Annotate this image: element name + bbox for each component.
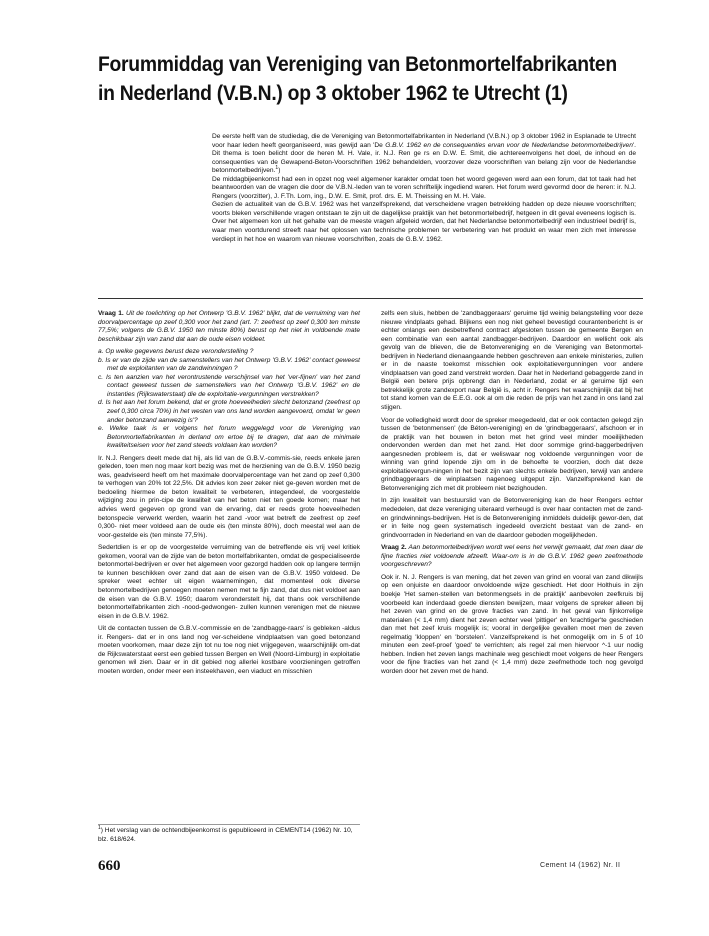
page-number: 660 [98, 858, 121, 874]
intro-paragraph-3: Gezien de actualiteit van de G.B.V. 1962 was het vanzelfsprekend, dat verscheidene vragen betrekking hadden op deze nieuwe voorschriften; voorts bleken verschillende vragen ontstaan te zijn uit de dagelijkse praktijk van het betonmortelbedrijf, hetgeen in dit geval eveneens logisch is. Over het algemeen kon uit het gehalte van de meeste vragen afgeleid worden, dat het Nederlandse betonmortelbedrijf een industrieel bedrijf is, waar men voortdurend streeft naar het oplossen van technische problemen ter verbetering van het produkt en waar men zich met interesse verdiept in het hoe en waarom van nieuwe voorschriften, zoals de G.B.V. 1962. [212, 201, 636, 243]
question-1-text: Uit de toelichting op het Ontwerp 'G.B.V. 1962' blijkt, dat de verruiming van het doorvalpercentage op zeef 0,300 voor het zand (art. 7: zeefrest op zeef 0,300 ten minste 77,5%; volgens de G.B.V. 1950 ten minste 80%) berust op het niet in voldoende mate beschikbaar zijn van zand dat aan de oude eisen voldeet. [98, 310, 360, 343]
intro-p1-italic: G.B.V. 1962 en de consequenties ervan voor de Nederlandse betonmortelbedrijven [385, 141, 633, 149]
answer-paragraph: Voor de volledigheid wordt door de spreker meegedeeld, dat er ook contacten gelegd zijn tussen de 'betonmensen' (de Béton-vereniging) en de 'grindbaggeraars', afschoon er in de praktijk van het bouwen in beton met het grind veel minder moeilijkheden ondervonden werden dan met het zand. Het door sommige grind-baggerbedrijven aangesneden probleem is, dat er weliswaar nog voldoende vergunningen voor de winning van grind lopende zijn om in de behoefte te voorzien, doch dat deze exploitatievergun-ningen in het bezit zijn van slechts enkele bedrijven, terwijl van andere grindbaggeraars de winplaatsen nagenoeg uitgeput zijn. Vanzelfsprekend kan de Betonvereniging zich met dit probleem niet bezighouden. [381, 416, 643, 492]
footnote-ref: 1 [275, 165, 279, 171]
section-divider [98, 298, 643, 299]
subquestion-b: b. Is er van de zijde van de samenstellers van het Ontwerp 'G.B.V. 1962' contact geweest met de exploitanten van de zandwinningen ? [98, 356, 360, 373]
subquestion-d: d. Is het aan het forum bekend, dat er grote hoeveelheden slecht betonzand (zeefrest op zeef 0,300 circa 70%) in het westen van ons land worden aangevoerd, omdat 'er geen ander betonzand aanwezig is'? [98, 399, 360, 424]
answer-paragraph: Sedertdien is er op de voorgestelde verruiming van de betreffende eis vrij veel kritiek gekomen, vooral van de zijde van de beton mortelfabrikanten, omdat de gespecialiseerde betonmortel-bedrijven er over het algemeen voor gezorgd hadden ook op langere termijn te kunnen beschikken over zand dat aan de eisen van de G.B.V. 1950 voldeed. De spreker weet echter uit eigen waarnemingen, dat momenteel ook diverse betonmortelbedrijven genoegen moeten nemen met te fijn zand, dat dus niet voldoet aan de eisen van de G.B.V. 1950; daarom veronderstelt hij, dat thans ook verschillende betonmortelfabrikanten zich -nood-gedwongen- zullen kunnen verenigen met de nieuwe eisen in de G.B.V. 1962. [98, 544, 360, 620]
answer-paragraph: Uit de contacten tussen de G.B.V.-commissie en de 'zandbagge-raars' is gebleken -aldus ir. Rengers- dat er in ons land nog ver-scheidene vindplaatsen van goed betonzand moeten voorkomen, maar deze zijn tot nu toe nog niet vrijgegeven, waarschijnlijk om-dat de Rijkswaterstaat eerst een gebied tussen Bergen en Well (Noord-Limburg) in exploitatie genomen wil zien. Daar er in dit gebied nog allerlei kostbare voorzieningen getroffen moeten worden, onder meer een insteekhaven, een viaduct en misschien [98, 625, 360, 675]
article-title [98, 50, 617, 108]
question-1-subquestions [98, 348, 360, 451]
right-column [381, 310, 643, 680]
question-1 [98, 310, 360, 344]
question-2-text: Aan betonmortelbedrijven wordt wel eens het verwijt gemaakt, dat men daar de fijne fracties niet voldoende afzeeft. Waar-om is in de G.B.V. 1962 geen zeefmethode voorgeschreven? [381, 544, 643, 569]
intro-paragraph-1 [212, 133, 636, 176]
question-1-label: Vraag 1. [98, 310, 124, 317]
subquestion-a: a. Op welke gegevens berust deze veronderstelling ? [98, 348, 254, 356]
title-line-2: in Nederland (V.B.N.) op 3 oktober 1962 te Utrecht (1) [98, 82, 568, 105]
question-2 [381, 544, 643, 570]
question-2-label: Vraag 2. [381, 544, 407, 552]
answer-paragraph: zelfs een sluis, hebben de 'zandbaggeraars' geruime tijd weinig belangstelling voor deze nieuwe vindplaats gehad. Blijkens een nog niet geheel bevestigd courantenbericht is er echter onlangs een desbetreffend contract afgesloten tussen de gemeente Bergen en een combinatie van een aantal zandbagger-bedrijven. Daardoor en wellicht ook als gevolg van de blieven, die de Betonvereniging en de Vereniging van Betonmortel-bedrijven in Nederland dienaangaande hebben geschreven aan enkele ministeries, zullen er in de naaste toekomst misschien ook exploitatievergunningen voor andere vindplaatsen van goed zand verstrekt worden. Daar het in Nederland gebaggerde zand in België een betere prijs opbrengt dan in Nederland, zodat er al geruime tijd een betrekkelijk grote zandexport naar België is, acht ir. Rengers het waarschijnlijk dat bij het tot stand komen van de E.E.G. ook al om die reden de prijs van het zand in ons land zal stijgen. [381, 310, 643, 412]
intro-p1-d: ) [278, 167, 281, 175]
title-line-1: Forummiddag van Vereniging van Betonmortelfabrikanten [98, 53, 617, 76]
subquestion-c: c. Is ten aanzien van het verontrustende verschijnsel van het 'ver-fijnen' van het zand contact geweest tussen de samenstellers van het Ontwerp 'G.B.V. 1962' en de instanties (Rijkswaterstaat) die de exploitatie-vergunningen verstrekken? [98, 373, 360, 398]
footnote [98, 824, 360, 844]
intro-p1-a: De eerste helft van de studiedag, die de Vereniging van Betonmortelfabrikanten in Nederland (V.B.N.) op 3 oktober 1962 in Esplanade te Utrecht voor haar leden heeft georganiseerd, was gewijd aan 'De [212, 133, 636, 149]
subquestion-e: e. Welke taak is er volgens het forum weggelegd voor de Vereniging van Betonmortelfabrikanten in derland om ertoe bij te dragen, dat aan de minimale kwaliteitseisen voor het zand steeds voldaan kan worden? [98, 425, 360, 450]
answer-paragraph: Ir. N.J. Rengers deelt mede dat hij, als lid van de G.B.V.-commis-sie, reeds enkele jaren geleden, toen men nog maar kort bezig was met de herziening van de G.B.V. 1950 bezig was, geadviseerd heeft om het maximale doorvalpercentage van het zand op zeef 0,300 te verhogen van 20% tot 22,5%. Dit advies kon zeer zeker niet ge-geven worden met de bedoeling hiermee de beton kwaliteit te verbeteren, integendeel, de voorgestelde wijziging zou in prin-cipe de kwaliteit van het beton niet ten goede komen; maar het advies werd gegeven op grond van de ervaring, dat er reeds grote hoeveelheden betonspecie verwerkt werden, waarin het zand -voor wat betreft de zeefrest op zeef 0,300- niet meer voldeed aan de oude eis (ten minste 80%), doch meestal wel aan de voor-gestelde eis (ten minste 77,5%). [98, 454, 360, 539]
answer-paragraph: Ook ir. N. J. Rengers is van mening, dat het zeven van grind en vooral van zand dikwijls op een onjuiste en daardoor onvoldoende wijze geschiedt. Het door Holthuis in zijn boekje 'Het samen-stellen van betonmengsels in de praktijk' aanbevolen zeefkruis bij voorbeeld kan inderdaad goede diensten bewijzen, maar volgens de spreker alleen bij het zeven van grind en de grove fracties van zand. In het geval van fijnkorrelige materialen (< 1,4 mm) dient het zeven echter veel 'pittiger' en 'krachtiger'te geschieden dan met het zeef kruis mogelijk is; vooral in dergelijke gevallen moet men de zeven regelmatig 'kloppen' en 'borstelen'. Vanzelfsprekend is het onmogelijk om in 5 of 10 minuten een zeef-proef 'goed' te verrichten; als regel zal men hiervoor ^-1 uur nodig hebben. Indien het zeven langs machinale weg geschiedt moet volgens de heer Rengers voor de fijne fracties van het zand (< 1,4 mm) deze zeefmethode toch nog gevolgd worden door het zeven met de hand. [381, 573, 643, 675]
answer-paragraph: In zijn kwaliteit van bestuurslid van de Betonvereniging kan de heer Rengers echter mededelen, dat deze vereniging uiteraard verheugd is over haar contacten met de zand- en grindwinnings-bedrijven. Het is de Betonvereniging inmiddels duidelijk gewor-den, dat er in feite nog geen systematisch ingedeeld overzicht bestaat van de zand- en grindvoorraden in Nederland en van de daardoor geboden mogelijkheden. [381, 497, 643, 539]
intro-paragraph-2: De middagbijeenkomst had een in opzet nog veel algemener karakter omdat toen het woord gegeven werd aan een forum, dat tot taak had het beantwoorden van de vragen die door de V.B.N.-leden van te voren schriftelijk ingediend waren. Het forum werd gevormd door de heren: ir. N.J. Rengers (voorzitter), J. F.Th. Lorn, ing., D.W. E. Smit, prof. drs. E. M. Theissing en M. H. Vale. [212, 175, 636, 200]
intro-block [212, 133, 636, 244]
left-column [98, 310, 360, 680]
journal-reference: Cement I4 (1962) Nr. II [540, 862, 621, 869]
footnote-marker: 1 [98, 824, 101, 831]
footnote-text: ) Het verslag van de ochtendbijeenkomst is gepubliceerd in CEMENT14 (1962) Nr. 10, blz. 618/624. [98, 827, 353, 843]
intro-p1-c: '. Dit thema is toen belicht door de heren M. H. Vale, ir. N.J. Ren ge rs en D.W. E. Smit, die achtereenvolgens het doel, de inhoud en de consequenties van de Gewapend-Beton-Voorschriften 1962 behandelden, voorzover deze voorschriften van belang zijn voor de Nederlandse betonmortelbedrijven. [212, 141, 636, 175]
